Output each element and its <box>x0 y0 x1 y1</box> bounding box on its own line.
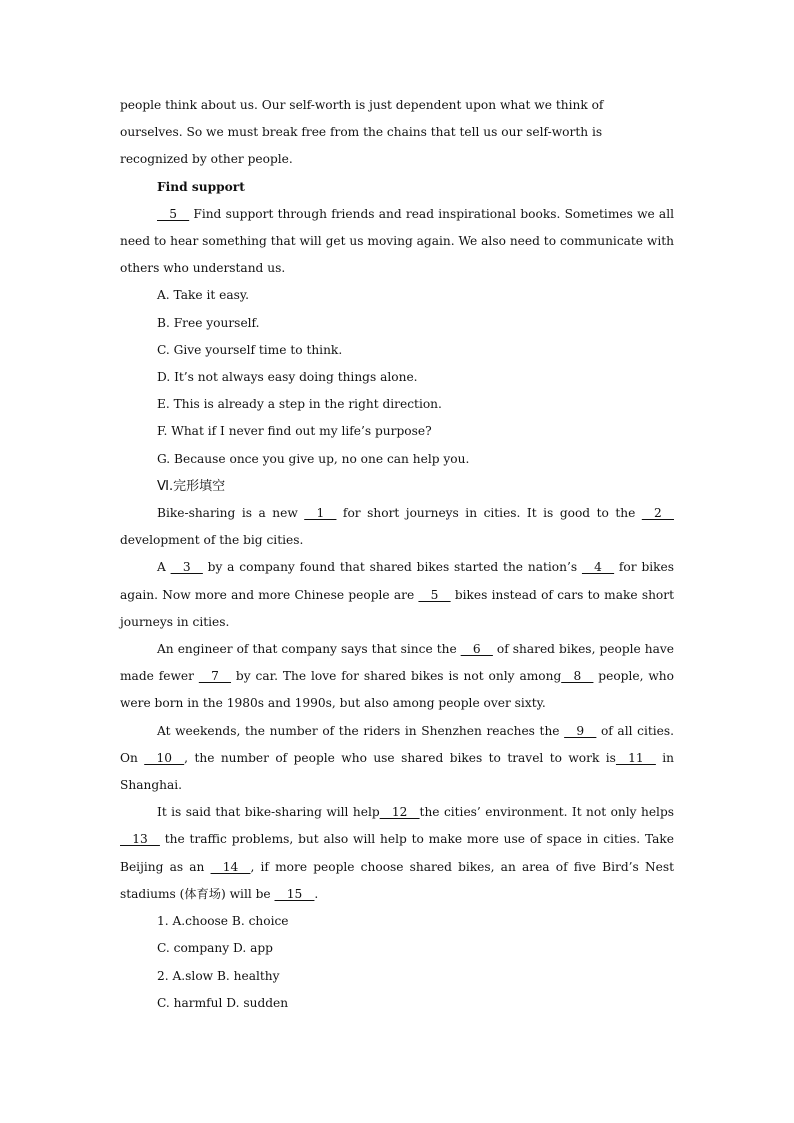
option-c: C. Give yourself time to think. <box>157 342 343 357</box>
intro-line-2: ourselves. So we must break free from the chains that tell us our self-worth is <box>120 125 603 140</box>
option-e: E. This is already a step in the right direction. <box>157 397 442 412</box>
text: , if more people choose shared bikes, an area of five Bird’s Nest stadiums ( <box>120 859 674 901</box>
answer-line-3: 2. A.slow B. healthy <box>157 968 280 983</box>
text: Bike-sharing is a new <box>157 506 305 521</box>
answer-line-1: 1. A.choose B. choice <box>157 914 289 929</box>
option-a: A. Take it easy. <box>157 288 250 303</box>
text: of all cities. On <box>120 723 674 765</box>
cloze-paragraph-5 <box>120 799 674 908</box>
text: the traffic problems, but also will help to make more use of space in cities. Take Beijing as an <box>120 832 674 874</box>
text: of shared bikes, people have made fewer <box>120 642 674 684</box>
text: for bikes again. Now more and more Chinese people are <box>120 560 674 602</box>
option-d: D. It’s not always easy doing things alone. <box>157 370 418 385</box>
cloze-paragraph-4 <box>120 718 674 800</box>
answer-line-2: C. company D. app <box>157 941 273 956</box>
blank-13: __13__ <box>120 832 160 847</box>
text: A <box>157 560 171 575</box>
blank-4: __4__ <box>581 560 615 575</box>
text: by car. The love for shared bikes is not only among <box>231 669 562 684</box>
blank-5: __5__ <box>157 206 190 221</box>
text: . <box>314 886 319 901</box>
heading-find-support: Find support <box>157 179 245 194</box>
section-title: Ⅵ.完形填空 <box>157 478 226 494</box>
option-b: B. Free yourself. <box>157 315 260 330</box>
text: At weekends, the number of the riders in Shenzhen reaches the <box>157 723 565 738</box>
text: people, who were born in the 1980s and 1990s, but also among people over sixty. <box>120 669 674 711</box>
blank-1: __1__ <box>304 506 337 521</box>
blank-12: __12__ <box>379 805 420 820</box>
answer-line-4: C. harmful D. sudden <box>157 995 289 1010</box>
paragraph-find-support <box>120 201 674 283</box>
text: by a company found that shared bikes started the nation’s <box>202 560 582 575</box>
intro-line-1: people think about us. Our self-worth is just dependent upon what we think of <box>120 98 604 112</box>
blank-7: __7__ <box>198 669 232 684</box>
chinese-gloss: 体育场 <box>184 886 221 901</box>
blank-15: __15__ <box>274 886 315 901</box>
blank-11: __11__ <box>615 750 656 765</box>
blank-10: __10__ <box>144 750 185 765</box>
intro-paragraph <box>120 92 674 174</box>
text: bikes instead of cars to make short journeys in cities. <box>120 587 674 629</box>
blank-14: __14__ <box>210 859 251 874</box>
blank-9: __9__ <box>564 723 597 738</box>
text: in Shanghai. <box>120 750 674 793</box>
text: An engineer of that company says that since the <box>157 642 461 657</box>
text: the cities’ environment. It not only helps <box>419 805 674 820</box>
text: for short journeys in cities. It is good to the <box>336 506 642 521</box>
text: , the number of people who use shared bikes to travel to work is <box>184 750 616 765</box>
blank-3: __3__ <box>170 560 203 575</box>
option-f: F. What if I never find out my life’s purpose? <box>157 424 432 439</box>
cloze-paragraph-1 <box>120 500 674 554</box>
cloze-paragraph-3 <box>120 636 674 718</box>
text: ) will be <box>220 886 275 901</box>
blank-5b: __5__ <box>418 587 451 602</box>
blank-8: __8__ <box>561 669 594 684</box>
option-g: G. Because once you give up, no one can help you. <box>157 451 470 466</box>
blank-6: __6__ <box>460 642 493 657</box>
blank-2: __2__ <box>641 506 674 521</box>
document-page <box>120 92 674 1017</box>
text: It is said that bike-sharing will help <box>157 805 380 820</box>
find-support-text: Find support through friends and read inspirational books. Sometimes we all need to hear something that will get us moving again. We also need to communicate with others who understand us. <box>120 206 674 276</box>
cloze-paragraph-2 <box>120 554 674 636</box>
intro-line-3: recognized by other people. <box>120 152 293 167</box>
text: development of the big cities. <box>120 533 304 548</box>
